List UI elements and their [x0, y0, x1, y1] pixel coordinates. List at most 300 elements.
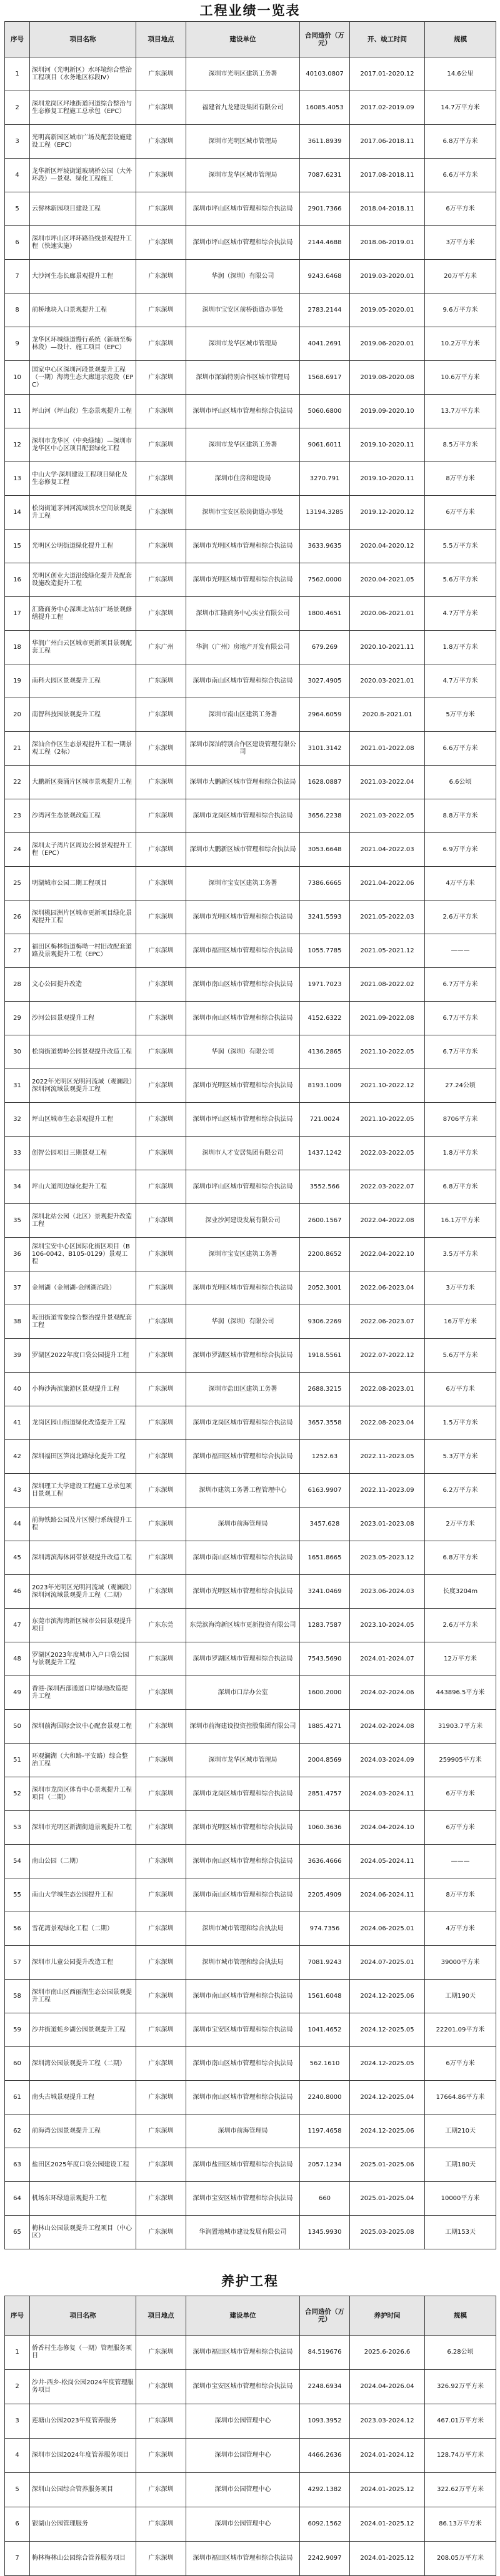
table-row: [5, 1137, 496, 1170]
cell-period: 2024.01-2024.12: [350, 2439, 425, 2473]
cell-client: 深圳市光明区城市管理和综合执法局: [186, 1811, 300, 1845]
cell-period: 2022.03-2022.05: [350, 1137, 425, 1170]
cell-client: 深圳市深汕特别合作区城市管理局: [186, 361, 300, 395]
cell-contract-value: 4152.6322: [300, 1002, 350, 1035]
cell-contract-value: 84.519676: [300, 2336, 350, 2370]
cell-client: 深圳市坪山区城市管理和综合执法局: [186, 226, 300, 260]
cell-scale: 467.01万平方米: [425, 2404, 496, 2439]
cell-contract-value: 4041.2691: [300, 327, 350, 361]
cell-location: 广东深圳: [136, 327, 186, 361]
cell-index: 45: [5, 1541, 30, 1575]
cell-location: 广东深圳: [136, 934, 186, 968]
cell-location: 广东东莞: [136, 1609, 186, 1642]
cell-period: 2021.04-2022.03: [350, 833, 425, 867]
cell-project-name: 罗湖区2023年度城市入户口袋公园与景观提升工程: [30, 1642, 136, 1676]
cell-period: 2024.12-2025.05: [350, 2013, 425, 2047]
table-row: [5, 766, 496, 799]
table-row: [5, 1946, 496, 1980]
cell-client: 深圳市福田区城市管理和综合执法局: [186, 2542, 300, 2576]
cell-client: 华润（深圳）有限公司: [186, 260, 300, 294]
cell-location: 广东深圳: [136, 462, 186, 496]
cell-client: 深圳市口岸办公室: [186, 1676, 300, 1710]
cell-location: 广东深圳: [136, 2507, 186, 2542]
cell-period: 2019.08-2020.08: [350, 361, 425, 395]
table-row: [5, 1912, 496, 1946]
cell-period: 2022.04-2022.08: [350, 1204, 425, 1238]
cell-index: 23: [5, 799, 30, 833]
cell-scale: 8.8万平方米: [425, 799, 496, 833]
cell-scale: 6万平方米: [425, 1373, 496, 1406]
cell-contract-value: 1918.5561: [300, 1339, 350, 1373]
cell-location: 广东深圳: [136, 2115, 186, 2148]
cell-index: 5: [5, 2473, 30, 2507]
col-header: 规模: [425, 2296, 496, 2336]
table-row: [5, 1811, 496, 1845]
cell-client: 深圳市罗湖区城市管理和综合执法局: [186, 1642, 300, 1676]
cell-contract-value: 660: [300, 2182, 350, 2216]
cell-location: 广东深圳: [136, 428, 186, 462]
section-title-maintenance: 养护工程: [221, 2273, 279, 2289]
cell-project-name: 文心公园提升改造: [30, 968, 136, 1002]
table-row: [5, 2148, 496, 2182]
cell-contract-value: 3241.0469: [300, 1575, 350, 1609]
cell-period: 2017.08-2018.11: [350, 159, 425, 192]
cell-period: 2024.06-2024.11: [350, 1878, 425, 1912]
cell-project-name: 龙华新区坪坡街道玻璃桥公园（大外环段）—景观、绿化工程施工: [30, 159, 136, 192]
cell-project-name: 深圳市龙华区（中央绿轴）—深圳市龙华区中心区项目配套绿化工程: [30, 428, 136, 462]
cell-location: 广东深圳: [136, 192, 186, 226]
cell-scale: 22201.09平方米: [425, 2013, 496, 2047]
cell-project-name: 沙井-西乡-松岗公园2024年度管理服务项目: [30, 2370, 136, 2404]
cell-contract-value: 1628.0887: [300, 766, 350, 799]
cell-location: 广东深圳: [136, 1238, 186, 1271]
cell-client: 深圳市坪山区城市管理和综合执法局: [186, 192, 300, 226]
table-row: [5, 2370, 496, 2404]
cell-period: 2021.03-2022.05: [350, 799, 425, 833]
cell-contract-value: 4466.2636: [300, 2439, 350, 2473]
cell-contract-value: 2240.8000: [300, 2081, 350, 2115]
cell-period: 2021.05-2021.12: [350, 934, 425, 968]
cell-client: 深圳市宝安区前桥街道办事处: [186, 294, 300, 327]
cell-index: 4: [5, 159, 30, 192]
cell-contract-value: 1041.4652: [300, 2013, 350, 2047]
cell-project-name: 前海湾公园景观提升工程: [30, 2115, 136, 2148]
cell-contract-value: 2057.1234: [300, 2148, 350, 2182]
cell-client: 深圳市南山区城市管理和综合执法局: [186, 1845, 300, 1878]
table-row: [5, 1373, 496, 1406]
cell-location: 广东深圳: [136, 1676, 186, 1710]
table-row: [5, 327, 496, 361]
cell-location: 广东深圳: [136, 766, 186, 799]
cell-contract-value: 1283.7587: [300, 1609, 350, 1642]
cell-project-name: 南山公园（二期）: [30, 1845, 136, 1878]
table-header-row: [5, 2296, 496, 2336]
cell-project-name: 龙华区环城绿道慢行系统（新塘至梅林段）—设计、施工项目（EPC）: [30, 327, 136, 361]
table-row: [5, 530, 496, 563]
cell-contract-value: 5060.6800: [300, 395, 350, 428]
cell-project-name: 盐田区2025年度口袋公园建设工程: [30, 2148, 136, 2182]
cell-location: 广东深圳: [136, 159, 186, 192]
cell-period: 2017.02-2019.09: [350, 91, 425, 125]
cell-scale: 工期153天: [425, 2216, 496, 2249]
table-header-row: [5, 22, 496, 57]
cell-location: 广东深圳: [136, 597, 186, 631]
cell-client: 福建省九龙建设集团有限公司: [186, 91, 300, 125]
table-row: [5, 428, 496, 462]
cell-contract-value: 2600.1567: [300, 1204, 350, 1238]
cell-scale: 6.8万平方米: [425, 1541, 496, 1575]
cell-location: 广东深圳: [136, 1069, 186, 1103]
cell-index: 14: [5, 496, 30, 530]
cell-project-name: 机场东环绿道景观提升工程: [30, 2182, 136, 2216]
cell-index: 56: [5, 1912, 30, 1946]
cell-period: 2017.06-2018.11: [350, 125, 425, 159]
col-header: 建设单位: [186, 2296, 300, 2336]
col-header: 合同造价（万元）: [300, 22, 350, 57]
cell-period: 2021.03-2022.04: [350, 766, 425, 799]
cell-project-name: 南智科技园景观提升工程: [30, 698, 136, 732]
cell-location: 广东深圳: [136, 2182, 186, 2216]
cell-period: 2025.01-2025.04: [350, 2182, 425, 2216]
table-row: [5, 1777, 496, 1811]
table-row: [5, 2439, 496, 2473]
cell-scale: 31903.7平方米: [425, 1710, 496, 1744]
cell-location: 广东深圳: [136, 91, 186, 125]
cell-client: 深圳市光明区城市管理和综合执法局: [186, 1575, 300, 1609]
cell-period: 2019.10-2020.11: [350, 428, 425, 462]
cell-scale: 6万平方米: [425, 1777, 496, 1811]
cell-contract-value: 2964.6059: [300, 698, 350, 732]
cell-scale: 6.28公顷: [425, 2336, 496, 2370]
cell-scale: 1.8万平方米: [425, 631, 496, 664]
cell-scale: 工期210天: [425, 2115, 496, 2148]
cell-project-name: 坪山河（坪山段）生态景观提升工程: [30, 395, 136, 428]
cell-location: 广东深圳: [136, 1137, 186, 1170]
cell-client: 深圳市住房和建设局: [186, 462, 300, 496]
cell-period: 2017.01-2020.12: [350, 57, 425, 91]
cell-location: 广东深圳: [136, 563, 186, 597]
cell-project-name: 创智公园项目三期景观工程: [30, 1137, 136, 1170]
cell-location: 广东深圳: [136, 2542, 186, 2576]
cell-period: 2024.05-2024.11: [350, 1845, 425, 1878]
cell-location: 广东深圳: [136, 968, 186, 1002]
cell-contract-value: 2851.4757: [300, 1777, 350, 1811]
table-row: [5, 833, 496, 867]
cell-client: 深圳市前海管理局: [186, 1508, 300, 1541]
cell-contract-value: 2052.3001: [300, 1271, 350, 1305]
cell-location: 广东深圳: [136, 1103, 186, 1137]
cell-contract-value: 2200.8652: [300, 1238, 350, 1271]
cell-client: 深圳市公园管理中心: [186, 2507, 300, 2542]
cell-scale: 6.7万平方米: [425, 1002, 496, 1035]
cell-location: 广东深圳: [136, 1946, 186, 1980]
cell-contract-value: 8193.1009: [300, 1069, 350, 1103]
cell-period: 2024.06-2025.01: [350, 1912, 425, 1946]
cell-index: 16: [5, 563, 30, 597]
cell-client: 深圳市宝安区松岗街道办事处: [186, 496, 300, 530]
table-row: [5, 2081, 496, 2115]
cell-project-name: 深汕合作区生态景观提升工程一期景观工程（2标）: [30, 732, 136, 766]
cell-period: 2021.10-2022.05: [350, 1035, 425, 1069]
cell-project-name: 南头古城景观提升工程: [30, 2081, 136, 2115]
cell-client: 华润（广州）房地产开发有限公司: [186, 631, 300, 664]
cell-location: 广东深圳: [136, 2370, 186, 2404]
cell-project-name: 深圳太子湾片区周边公园景观提升工程（EPC）: [30, 833, 136, 867]
col-header: 序号: [5, 22, 30, 57]
cell-client: 深圳市南山区建筑工务署: [186, 698, 300, 732]
cell-index: 53: [5, 1811, 30, 1845]
table-row: [5, 2115, 496, 2148]
cell-period: 2022.06-2023.04: [350, 1271, 425, 1305]
cell-location: 广东深圳: [136, 1710, 186, 1744]
cell-index: 1: [5, 2336, 30, 2370]
cell-client: 深圳市南山区城市管理和综合执法局: [186, 2081, 300, 2115]
cell-period: 2022.04-2022.10: [350, 1238, 425, 1271]
cell-client: 深圳市宝安区城市管理和综合执法局: [186, 2013, 300, 2047]
cell-project-name: 深圳市儿童公园提升改造工程: [30, 1946, 136, 1980]
cell-period: 2021.10-2022.12: [350, 1069, 425, 1103]
cell-contract-value: 2242.9097: [300, 2542, 350, 2576]
table-row: [5, 1845, 496, 1878]
cell-period: 2020.06-2021.01: [350, 597, 425, 631]
cell-contract-value: 3241.5593: [300, 901, 350, 934]
cell-period: 2020.8-2021.01: [350, 698, 425, 732]
col-header: 项目地点: [136, 22, 186, 57]
cell-location: 广东深圳: [136, 698, 186, 732]
cell-index: 21: [5, 732, 30, 766]
cell-contract-value: 3027.4905: [300, 664, 350, 698]
table-row: [5, 1002, 496, 1035]
cell-scale: 208.05万平方米: [425, 2542, 496, 2576]
cell-contract-value: 3657.3558: [300, 1406, 350, 1440]
cell-scale: 259905平方米: [425, 1744, 496, 1777]
cell-project-name: 2022年光明区光明河流域（观澜段）深圳河流域景观提升工程: [30, 1069, 136, 1103]
cell-project-name: 深圳市坪山区坪环路沿线景观提升工程（快速实施）: [30, 226, 136, 260]
cell-location: 广东深圳: [136, 395, 186, 428]
table-row: [5, 2336, 496, 2370]
cell-contract-value: 974.7356: [300, 1912, 350, 1946]
cell-contract-value: 1561.6048: [300, 1980, 350, 2013]
cell-scale: 6.6万平方米: [425, 732, 496, 766]
table-row: [5, 2216, 496, 2249]
table-row: [5, 1508, 496, 1541]
cell-project-name: 光明区公明街道绿化提升工程: [30, 530, 136, 563]
cell-contract-value: 7543.5690: [300, 1642, 350, 1676]
cell-scale: ———: [425, 934, 496, 968]
cell-index: 33: [5, 1137, 30, 1170]
cell-index: 30: [5, 1035, 30, 1069]
table-row: [5, 1474, 496, 1508]
cell-scale: 17664.86平方米: [425, 2081, 496, 2115]
cell-client: 深业沙河建设发展有限公司: [186, 1204, 300, 1238]
cell-index: 1: [5, 57, 30, 91]
cell-index: 24: [5, 833, 30, 867]
cell-project-name: 前桥地块入口景观提升工程: [30, 294, 136, 327]
table-row: [5, 462, 496, 496]
cell-location: 广东广州: [136, 631, 186, 664]
cell-location: 广东深圳: [136, 2216, 186, 2249]
cell-project-name: 银湖山公园管理服务: [30, 2507, 136, 2542]
cell-contract-value: 2205.4909: [300, 1878, 350, 1912]
cell-project-name: 深圳湾滨海休闲带景观提升改造工程: [30, 1541, 136, 1575]
cell-client: 深圳市盐田区城市管理和综合执法局: [186, 2148, 300, 2182]
cell-scale: 6万平方米: [425, 1811, 496, 1845]
table-row: [5, 1744, 496, 1777]
cell-period: 2024.12-2025.06: [350, 1980, 425, 2013]
cell-index: 2: [5, 2370, 30, 2404]
cell-location: 广东深圳: [136, 1035, 186, 1069]
cell-contract-value: 3457.628: [300, 1508, 350, 1541]
cell-location: 广东深圳: [136, 2148, 186, 2182]
cell-period: 2019.06-2020.01: [350, 327, 425, 361]
cell-project-name: 南科大园区景观提升工程: [30, 664, 136, 698]
cell-project-name: 深圳前海国际会议中心配套景观工程: [30, 1710, 136, 1744]
cell-client: 深圳市大鹏新区城市管理和综合执法局: [186, 766, 300, 799]
cell-scale: 16万平方米: [425, 1305, 496, 1339]
cell-client: 深圳市龙岗区城市管理和综合执法局: [186, 799, 300, 833]
cell-contract-value: 40103.0807: [300, 57, 350, 91]
cell-project-name: 中山大学·深圳建设工程项目绿化及生态修复工程: [30, 462, 136, 496]
cell-index: 11: [5, 395, 30, 428]
cell-contract-value: 2144.4688: [300, 226, 350, 260]
cell-location: 广东深圳: [136, 226, 186, 260]
cell-index: 22: [5, 766, 30, 799]
cell-index: 65: [5, 2216, 30, 2249]
cell-client: 深圳市大鹏新区城市管理和综合执法局: [186, 833, 300, 867]
cell-period: 2022.07-2022.12: [350, 1339, 425, 1373]
cell-index: 55: [5, 1878, 30, 1912]
cell-scale: 1.5万平方米: [425, 1406, 496, 1440]
cell-contract-value: 6092.1562: [300, 2507, 350, 2542]
cell-location: 广东深圳: [136, 1474, 186, 1508]
table-row: [5, 2013, 496, 2047]
cell-scale: 6万平方米: [425, 2047, 496, 2081]
cell-period: 2025.03-2025.08: [350, 2216, 425, 2249]
cell-contract-value: 3101.3142: [300, 732, 350, 766]
cell-index: 47: [5, 1609, 30, 1642]
cell-period: 2024.02-2024.06: [350, 1676, 425, 1710]
cell-period: 2024.12-2025.04: [350, 2081, 425, 2115]
cell-index: 36: [5, 1238, 30, 1271]
table-row: [5, 192, 496, 226]
table-row: [5, 732, 496, 766]
cell-client: 深圳市城市管理和综合执法局: [186, 1912, 300, 1946]
cell-location: 广东深圳: [136, 496, 186, 530]
cell-scale: 长度3204m: [425, 1575, 496, 1609]
cell-scale: 9.6万平方米: [425, 294, 496, 327]
cell-client: 深圳市宝安区城市管理和综合执法局: [186, 2182, 300, 2216]
cell-client: 深圳市宝安区建筑工务署: [186, 1238, 300, 1271]
cell-period: 2019.10-2020.11: [350, 462, 425, 496]
cell-client: 深圳市南山区城市管理和综合执法局: [186, 968, 300, 1002]
cell-scale: ———: [425, 1845, 496, 1878]
col-header: 序号: [5, 2296, 30, 2336]
table-row: [5, 226, 496, 260]
cell-period: 2024.03-2024.09: [350, 1744, 425, 1777]
col-header: 规模: [425, 22, 496, 57]
cell-period: 2023.06-2024.03: [350, 1575, 425, 1609]
cell-period: 2025.6-2026.6: [350, 2336, 425, 2370]
cell-scale: 6.8万平方米: [425, 1170, 496, 1204]
table-row: [5, 1238, 496, 1271]
cell-scale: 6.6公顷: [425, 766, 496, 799]
cell-index: 57: [5, 1946, 30, 1980]
cell-scale: 14.7万平方米: [425, 91, 496, 125]
cell-location: 广东深圳: [136, 1170, 186, 1204]
cell-project-name: 坪山大道周边绿化提升工程: [30, 1170, 136, 1204]
col-header: 建设单位: [186, 22, 300, 57]
cell-project-name: 光明高新园区城市广场及配套设施建设工程（EPC）: [30, 125, 136, 159]
cell-location: 广东深圳: [136, 1845, 186, 1878]
cell-client: 深圳市南山区城市管理和综合执法局: [186, 664, 300, 698]
table-row: [5, 2507, 496, 2542]
cell-index: 3: [5, 125, 30, 159]
cell-client: 深圳市光明区城市管理和综合执法局: [186, 1271, 300, 1305]
cell-contract-value: 6163.9907: [300, 1474, 350, 1508]
cell-scale: 5.5万平方米: [425, 530, 496, 563]
cell-project-name: 华润广州白云区城市更新项目景观配套工程: [30, 631, 136, 664]
cell-period: 2024.01-2025.12: [350, 2473, 425, 2507]
cell-location: 广东深圳: [136, 530, 186, 563]
cell-client: 深圳市福田区城市管理和综合执法局: [186, 934, 300, 968]
cell-contract-value: 3636.4666: [300, 1845, 350, 1878]
cell-location: 广东深圳: [136, 1575, 186, 1609]
cell-period: 2020.03-2021.01: [350, 664, 425, 698]
cell-client: 深圳市南山区城市管理和综合执法局: [186, 1980, 300, 2013]
cell-scale: 14.6公里: [425, 57, 496, 91]
cell-scale: 10000平方米: [425, 2182, 496, 2216]
cell-contract-value: 1055.7785: [300, 934, 350, 968]
cell-index: 58: [5, 1980, 30, 2013]
cell-contract-value: 2783.2144: [300, 294, 350, 327]
cell-location: 广东深圳: [136, 1440, 186, 1474]
cell-index: 19: [5, 664, 30, 698]
cell-project-name: 明湖城市公园二期工程项目: [30, 867, 136, 901]
cell-project-name: 深圳市光明区新湖街道景观提升工程: [30, 1811, 136, 1845]
cell-client: 深圳市罗湖区城市管理和综合执法局: [186, 1339, 300, 1373]
cell-contract-value: 1600.2000: [300, 1676, 350, 1710]
cell-client: 深圳市前海建设投资控股集团有限公司: [186, 1710, 300, 1744]
cell-index: 38: [5, 1305, 30, 1339]
cell-period: 2019.05-2020.01: [350, 294, 425, 327]
cell-index: 6: [5, 226, 30, 260]
cell-index: 6: [5, 2507, 30, 2542]
cell-period: 2024.01-2024.07: [350, 1642, 425, 1676]
cell-period: 2024.03-2024.11: [350, 1777, 425, 1811]
cell-scale: 10.2万平方米: [425, 327, 496, 361]
cell-index: 39: [5, 1339, 30, 1373]
cell-scale: 5万平方米: [425, 698, 496, 732]
cell-client: 深圳市公园管理中心: [186, 2473, 300, 2507]
cell-period: 2021.05-2022.03: [350, 901, 425, 934]
table-row: [5, 968, 496, 1002]
cell-period: 2020.04-2020.12: [350, 530, 425, 563]
cell-scale: 6.6万平方米: [425, 159, 496, 192]
cell-project-name: 环观澜湖（大和路-平安路）综合整治工程: [30, 1744, 136, 1777]
cell-contract-value: 1885.4271: [300, 1710, 350, 1744]
cell-project-name: 沙湾河生态景观改造工程: [30, 799, 136, 833]
cell-project-name: 东莞市滨海湾新区城市公园景观提升项目: [30, 1609, 136, 1642]
table-row: [5, 799, 496, 833]
cell-period: 2023.01-2023.08: [350, 1508, 425, 1541]
cell-scale: 5.6万平方米: [425, 563, 496, 597]
cell-project-name: 深圳湾公园景观提升工程（二期）: [30, 2047, 136, 2081]
cell-scale: 8万平方米: [425, 1878, 496, 1912]
cell-index: 12: [5, 428, 30, 462]
cell-index: 5: [5, 192, 30, 226]
cell-client: 深圳市南山区城市管理和综合执法局: [186, 1002, 300, 1035]
table-row: [5, 1541, 496, 1575]
